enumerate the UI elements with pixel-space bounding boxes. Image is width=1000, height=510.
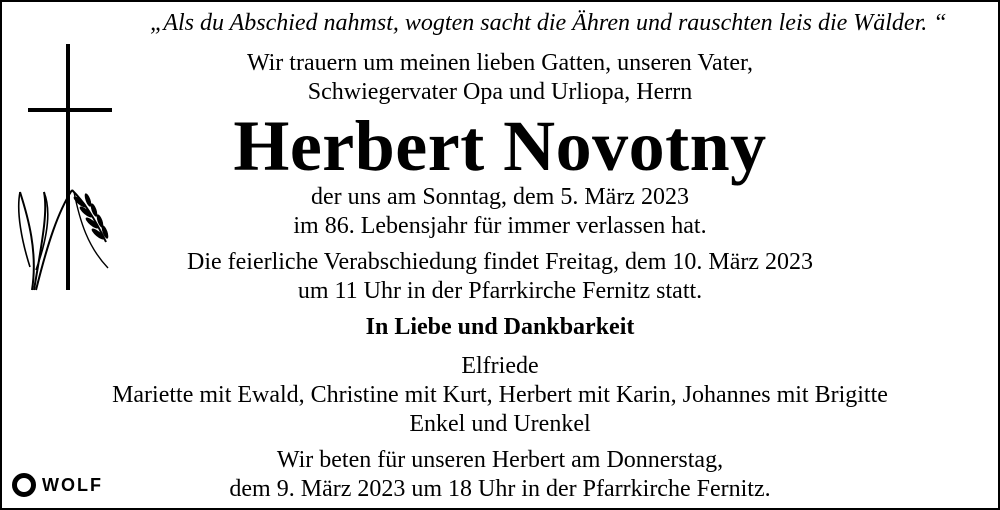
intro-line-1: Wir trauern um meinen lieben Gatten, unseren Vater, xyxy=(246,50,754,76)
wolf-logo xyxy=(12,473,103,497)
ceremony-line-1: Die feierliche Verabschiedung findet Freitag, dem 10. März 2023 xyxy=(186,249,813,275)
closing-text: In Liebe und Dankbarkeit xyxy=(365,314,635,340)
death-line-1: der uns am Sonntag, dem 5. März 2023 xyxy=(311,184,689,210)
ceremony-line-2: um 11 Uhr in der Pfarrkirche Fernitz statt. xyxy=(297,278,703,304)
mourners-line-2: Mariette mit Ewald, Christine mit Kurt, Herbert mit Karin, Johannes mit Brigitte xyxy=(112,382,888,408)
deceased-name: Herbert Novotny xyxy=(233,106,767,186)
death-line-2: im 86. Lebensjahr für immer verlassen hat. xyxy=(293,213,707,239)
logo-text: WOLF xyxy=(42,474,103,495)
quote: „Als du Abschied nahmst, wogten sacht die Ähren und rauschten leis die Wälder. “ xyxy=(150,10,947,36)
mourners-line-1: Elfriede xyxy=(461,353,539,379)
prayer-line-2: dem 9. März 2023 um 18 Uhr in der Pfarrkirche Fernitz. xyxy=(229,476,771,502)
ring-logo-icon xyxy=(12,473,36,497)
prayer-line-1: Wir beten für unseren Herbert am Donnerstag, xyxy=(276,447,724,473)
intro-line-2: Schwiegervater Opa und Urliopa, Herrn xyxy=(307,79,693,105)
mourners-line-3: Enkel und Urenkel xyxy=(409,411,591,437)
